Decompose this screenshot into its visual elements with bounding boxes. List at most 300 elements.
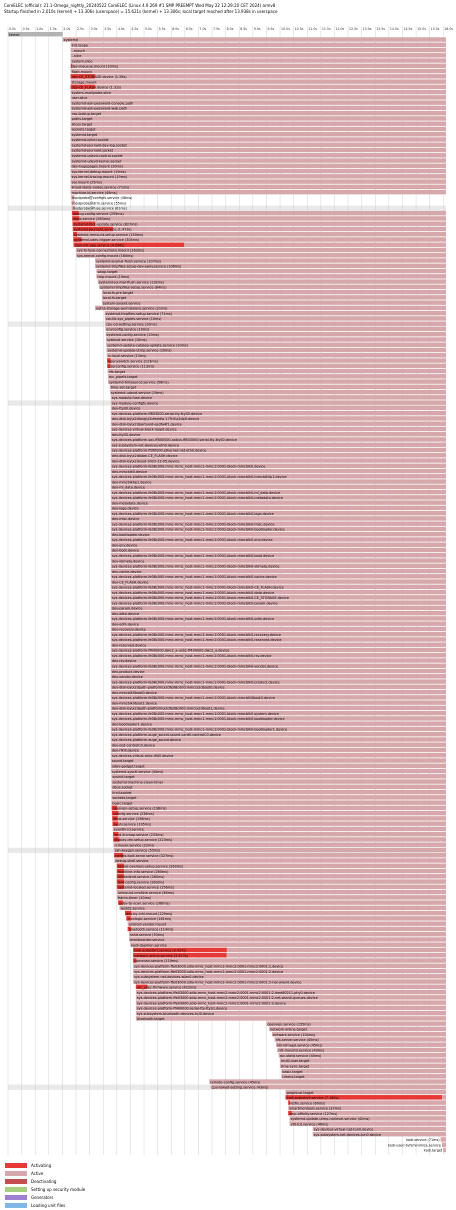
unit-label: modprobe@configfs.service (48ms) xyxy=(72,196,133,201)
legend-item xyxy=(5,1186,85,1193)
unit-label: systemd-tmpfiles-setup.service (71ms) xyxy=(105,311,172,316)
unit-label: systemd-update-catalog-update.service (10ms) xyxy=(107,343,189,348)
unit-label: systemd-journald-dev-log.socket xyxy=(71,143,127,148)
unit-label: sys-devices-platform-fe08c000.mmc-mmc_host-mmc1-mmc1:0001-block-mmcblk0-boot.device xyxy=(111,553,275,558)
unit-label: dev-snd-controlC0.device xyxy=(111,743,156,748)
unit-label: machine-info.service (260ms) xyxy=(117,869,169,874)
unit-label: sys-devices-platform-ff400000.serial-tty-ttyS1.device xyxy=(136,1006,228,1011)
legend-item xyxy=(5,1170,85,1177)
timeline-bar xyxy=(71,137,446,141)
timeline-bar xyxy=(111,406,446,410)
unit-label: multi-user.target xyxy=(281,1059,310,1064)
unit-label: cpu-iowait-setting.service (43ms) xyxy=(211,1085,269,1090)
unit-label: usercfg.service (236ms) xyxy=(112,811,154,816)
x-tick-label: 1.5s xyxy=(49,27,57,31)
unit-label: dev-mmcblk0.device xyxy=(111,469,148,474)
unit-label: sys-fs-fuse-connections.mount (163ms) xyxy=(77,248,145,253)
timeline-bar xyxy=(111,785,446,789)
unit-label: lircd-lircmap.service (203ms) xyxy=(114,832,164,837)
unit-label: swap.target xyxy=(97,269,118,274)
unit-label: openvpn-setup.service (198ms) xyxy=(112,806,167,811)
unit-label: sys-devices-platform-ffe03000.sdio-mmc_host-mmc2-mmc2:0001-mmc2:0001:2-ieee80211-phy0.device xyxy=(136,990,315,995)
timeline-bar xyxy=(71,43,446,47)
unit-label: sys-devices-platform-ffe03000.sdio-mmc_host-mmc2-mmc2:0001-mmc2:0001:2-net-wlan0.device xyxy=(134,980,302,985)
x-tick-label: 5.5s xyxy=(158,27,166,31)
x-tick-label: 6.0s xyxy=(172,27,179,31)
unit-label: wsdd2.service xyxy=(120,906,145,911)
unit-label: sys-devices-platform-fe08c000.mmc-mmc_host-mmc1-mmc1:0001-block-mmcblk0.device xyxy=(111,464,266,469)
unit-label: flash.mount xyxy=(71,69,92,74)
unit-label: dev-param.device xyxy=(111,606,143,611)
x-tick-label: 14.0s xyxy=(389,27,399,31)
unit-label: systemd-udev-trigger.service (304ms) xyxy=(74,238,140,243)
unit-label: sys-module-configfs.device xyxy=(111,401,159,406)
timeline-bar xyxy=(125,911,446,915)
unit-label: paths.target xyxy=(71,117,93,122)
unit-label: envconfig.service (10ms) xyxy=(106,327,150,332)
timeline-bar xyxy=(72,211,446,215)
timeline-bar xyxy=(126,916,446,920)
unit-label: sound.target xyxy=(111,759,134,764)
timeline-bar xyxy=(281,1074,446,1078)
unit-label: rpc_pipefs.target xyxy=(108,375,138,380)
unit-label: sys-devices-platform-ffe03000.sdio-mmc_host-mmc2-mmc2:0001-mmc2:0001:3.device xyxy=(136,1001,286,1006)
unit-label: udev-gadget.target xyxy=(111,764,145,769)
timeline-bar xyxy=(111,627,446,631)
unit-label: dev-mmcblk0boot0.device xyxy=(111,690,157,695)
unit-label: var-lib-sys_pipefs.service (10ms) xyxy=(105,317,162,322)
unit-label: sys-devices-platform-fe08c000.mmc-mmc_host-mmc1-mmc1:0001-block-mmcblk0-odm.device xyxy=(111,617,275,622)
x-tick-label: 9.0s xyxy=(253,27,261,31)
timeline-bar xyxy=(102,300,446,304)
timeline-bar xyxy=(111,569,446,573)
timeline-bar xyxy=(71,64,446,68)
x-tick-label: 11.0s xyxy=(308,27,318,31)
legend-item xyxy=(5,1178,85,1185)
x-tick-label: 8.0s xyxy=(226,27,234,31)
timeline-bar xyxy=(111,790,446,794)
unit-label: dbus.socket xyxy=(112,785,133,790)
unit-label: kodi-autostart.service (7.180s) xyxy=(286,1096,339,1101)
timeline-bar xyxy=(107,353,446,357)
legend-swatch xyxy=(5,1195,27,1200)
legend-label: Setting up security module xyxy=(31,1187,86,1192)
unit-label: dev-hugepages.mount (20ms) xyxy=(71,164,123,169)
unit-label: sys-devices-platform-fe08c000.mmc-mmc_host-mmc1-mmc1:0001-block-mmcblk0-cache.device xyxy=(111,575,277,580)
unit-label: mediacenter.service xyxy=(130,938,165,943)
timeline-bar xyxy=(71,148,446,152)
unit-label: debug-config.service (259ms) xyxy=(72,211,124,216)
timeline-bar xyxy=(111,674,446,678)
timeline-bar xyxy=(71,190,446,194)
unit-label: dev-by-inhl-mount (229ms) xyxy=(125,911,173,916)
unit-label: rc-local.service (10ms) xyxy=(107,354,147,359)
unit-label: netns-storage-permissions.service (21ms) xyxy=(96,306,168,311)
unit-label: cpu-cd-setting.service (10ms) xyxy=(106,322,157,327)
unit-label: sys-devices-platform-fe08c000.mmc-mmc_host-mmc1-mmc1:0001-block-mmcblk0-logo.device xyxy=(111,511,274,516)
timeline-bar xyxy=(281,1069,446,1073)
unit-label: dev-recovery.device xyxy=(111,627,146,632)
timeline-bar xyxy=(71,74,446,78)
timeline-bar xyxy=(71,85,446,89)
unit-label: systemd-udevd-kernel.socket xyxy=(71,159,122,164)
unit-label: systemd-sysctl.service (44ms) xyxy=(111,769,164,774)
timeline-bar xyxy=(72,216,446,220)
timeline-bar xyxy=(71,69,446,73)
unit-label: local-fs-pre.target xyxy=(102,290,134,295)
unit-label: sys-devices-platform-fe08c000.mmc-mmc_host-mmc1-mmc1:0001-block-mmcblk0-ml_data.device xyxy=(111,490,281,495)
timeline-bar xyxy=(111,606,446,610)
unit-label: kmod-static-nodes.service (71ms) xyxy=(71,185,130,190)
unit-label: systemd-initctl.socket xyxy=(71,138,109,143)
unit-label: sys-devices-platform-fe08c000.mmc-mmc_host-mmc1-mmc1:0001-block-mmcblk0-bootloader.device xyxy=(111,717,285,722)
timeline-bar xyxy=(111,721,446,725)
unit-label: entware.service (104ms) xyxy=(272,1032,316,1037)
unit-label: dev-ttyS0.device xyxy=(111,432,141,437)
timeline-bar xyxy=(114,848,446,852)
timeline-bar xyxy=(112,816,446,820)
unit-label: systemd-journald.service (1.473s) xyxy=(73,227,132,232)
timeline-bar xyxy=(111,669,446,673)
x-tick-label: 12.0s xyxy=(335,27,345,31)
unit-label: sys-devices-platform-fe08c000.mmc-mmc_host-mmc1-mmc1:0001-block-mmcblk0-CE_STORAGE.device xyxy=(111,596,289,601)
unit-label: mc_vdec.firmware.service (422ms) xyxy=(136,985,197,990)
unit-label: sys-devices-platform-fe08c000.mmc-mmc_host-mmc1-mmc1:0001-block-mmcblk0-product.device xyxy=(111,680,280,685)
unit-label: mali-init-opp.service (4.056s) xyxy=(74,243,125,248)
timeline-bar xyxy=(111,532,446,536)
timeline-bar xyxy=(129,937,446,941)
unit-label: smp-affinity.service (127ms) xyxy=(289,1111,338,1116)
x-tick-label: 7.0s xyxy=(199,27,207,31)
timeline-bar xyxy=(71,116,446,120)
timeline-bar xyxy=(71,143,446,147)
unit-label: sys-kernel-debug.mount (19ms) xyxy=(71,169,126,174)
unit-label: avahi.service (195ms) xyxy=(113,822,152,827)
timeline-bar xyxy=(111,479,446,483)
legend-swatch xyxy=(5,1163,27,1168)
unit-label: sys-devices-platform-fe08c000.mmc-mmc_host-mmc1-mmc1:0001-block-mmcblk0-data.device xyxy=(111,590,275,595)
unit-label: connman.service (119ms) xyxy=(134,959,179,964)
timeline-bar xyxy=(96,269,446,273)
unit-label: openvpn.service (155ms) xyxy=(267,1022,311,1027)
timeline-bar xyxy=(111,758,446,762)
x-tick-label: 0.0s xyxy=(9,27,16,31)
x-tick-label: 1.0s xyxy=(36,27,43,31)
unit-label: dev-boot.device xyxy=(111,548,140,553)
unit-label: unmount-cmdline.service (46ms) xyxy=(117,890,175,895)
unit-label: ssh-keygen.service (55ms) xyxy=(114,848,161,853)
unit-label: system-sysext.service xyxy=(102,301,141,306)
timeline-bar xyxy=(111,543,446,547)
unit-label: dev-mqueue.mount (10ms) xyxy=(71,64,119,69)
unit-label: bluetooth.target xyxy=(136,1017,165,1022)
unit-label: userconfig.service (113ms) xyxy=(108,364,155,369)
unit-label: dev-vendor.device xyxy=(111,675,143,680)
unit-label: bluetooth.service (114ms) xyxy=(128,927,174,932)
timeline-bar xyxy=(130,942,446,946)
legend-swatch xyxy=(5,1171,27,1176)
unit-label: sys-devices-platform-ffe03000.sdio-mmc_host-mmc2-mmc2:0001-mmc2:0001:2.device xyxy=(134,969,284,974)
timeline-bar xyxy=(114,842,446,846)
unit-label: systemd-localed.service (256ms) xyxy=(117,885,175,890)
unit-label: syslocal.service (10ms) xyxy=(106,338,147,343)
timeline-bar xyxy=(128,921,446,925)
unit-label: lircd.socket xyxy=(112,790,132,795)
timeline-bar xyxy=(108,374,446,378)
unit-label: sys-kernel-config.mount (160ms) xyxy=(77,254,134,259)
unit-label: tmp.mount (10ms) xyxy=(97,275,130,280)
x-tick-label: 5.0s xyxy=(145,27,152,31)
unit-label: nss-lookup.target xyxy=(71,111,102,116)
unit-label: sys-devices-virtual-block-loop0.device xyxy=(111,427,177,432)
unit-label: sys-subsystem-net-devices-tun0.device xyxy=(313,1132,381,1137)
unit-label: dev-CE_FLASH.device xyxy=(111,580,149,585)
unit-label: sys-subsystem-bluetooth-devices-hci0.device xyxy=(136,1011,215,1016)
unit-label: dev-disk-by\x2dpartuuid-ea3fa4f1.device xyxy=(111,422,182,427)
x-tick-label: 15.0s xyxy=(417,27,426,31)
unit-label: dev-rsv.device xyxy=(111,659,137,664)
unit-label: dvd-config.service (263ms) xyxy=(117,880,165,885)
unit-label: sys-subsystem-net-devices-eth0.device xyxy=(111,443,180,448)
unit-label: dev-disk-by\x2dlong\x2dmedia-179:0\x2dp0.device xyxy=(111,417,200,422)
x-tick-label: 11.5s xyxy=(321,27,331,31)
unit-label: sys-devices-platform-fe08c000.mmc-mmc_host-mmc1-mmc1:0001-block-mmcblk0-bootloader.device xyxy=(111,527,285,532)
timeline-bar xyxy=(112,811,446,815)
timeline-bar xyxy=(111,485,446,489)
unit-label: sys-devices-platform-fe08c000.mmc-mmc_host-mmc1-mmc1:0001-block-mmcblk0-system.device xyxy=(111,711,279,716)
unit-label: time-set.target xyxy=(110,385,137,390)
unit-label: sys-devices-platform-fe08c000.mmc-mmc_host-mmc1-mmc1:0001-block-mmcblk0-bootloader1.device xyxy=(111,727,288,732)
unit-label: display-dm-setup.service (223ms) xyxy=(114,838,173,843)
unit-label: dev-mmcblk0p1.device xyxy=(111,480,152,485)
x-tick-label: 13.5s xyxy=(376,27,386,31)
unit-label: cronlogic.service (161ms) xyxy=(127,917,172,922)
unit-label: sys-devices-platform-fe08c000.mmc-mmc_host-mmc1-mmc1:0001-block-mmcblk0-vendor.device xyxy=(111,664,279,669)
x-tick-label: 14.5s xyxy=(403,27,413,31)
unit-label: sys-devices-platform-fe08c000.mmc-mmc_host-mmc1-mmc1:0001-block-mmcblk0-CE_FLASH.device xyxy=(111,585,284,590)
timeline-bar xyxy=(102,295,446,299)
unit-label: timers.target xyxy=(282,1075,305,1080)
unit-label: nfs-idmapd.service (45ms) xyxy=(276,1043,323,1048)
timeline-bar xyxy=(71,132,446,136)
unit-label: storage.mount xyxy=(71,80,97,85)
timeline-bar xyxy=(71,164,446,168)
unit-label: sys-devices-platform-fe08c000.mmc-mmc_host-mmc1-mmc1:0001-block-mmcblk0boot0.device xyxy=(111,696,276,701)
timeline-bar xyxy=(111,432,446,436)
unit-label: slices.target xyxy=(71,122,93,127)
unit-label: smartmontools.service (37ms) xyxy=(289,1106,342,1111)
unit-label: tvheadend.service (260ms) xyxy=(117,875,165,880)
unit-label: sys-subsystem-net-devices-wlan0.device xyxy=(134,975,204,980)
unit-label: sys-devices-virtual-net-tun0.device xyxy=(313,1127,374,1132)
unit-label: systemd-machine-clean-timer xyxy=(112,780,164,785)
legend-label: Deactivating xyxy=(31,1179,57,1184)
unit-label: sys-devices-platform-fe08c000.mmc-mmc_host-mmc1-mmc1:0001-block-mmcblk0-recovery.device xyxy=(111,632,281,637)
unit-label: -.mount xyxy=(71,48,85,53)
x-tick-label: 4.0s xyxy=(117,27,125,31)
timeline-bar xyxy=(114,858,446,862)
unit-label: modprobe@fuse.service (61ms) xyxy=(72,206,127,211)
x-tick-label: 6.5s xyxy=(185,27,193,31)
x-tick-label: 2.5s xyxy=(77,27,84,31)
unit-label: sys-devices-platform-ff400000.dwc2_a-usb1-ff400000.dwc2_a.device xyxy=(111,648,230,653)
unit-label: sys-kernel-tracing.mount (19ms) xyxy=(71,175,128,180)
unit-label: sys-devices-platform-fe08c000.mmc-mmc_host-mmc1-mmc1:0001-block-mmcblk0-metadata.device xyxy=(111,496,284,501)
legend-label: Activating xyxy=(31,1163,52,1168)
timeline-bar xyxy=(128,927,446,931)
unit-label: sys-devices-virtual-misc-rfkill.device xyxy=(111,753,174,758)
timeline-bar xyxy=(111,795,446,799)
unit-label: sys-devices-platform-ffe03000.sdio-mmc_host-mmc2-mmc2:0001-mmc2:0001:1.device xyxy=(134,964,284,969)
unit-label: dev-bootloader1.device xyxy=(111,722,152,727)
timeline-bar xyxy=(117,874,446,878)
unit-label: dev-disk-by\x2dpath-platform\x2dfe08c000.mmc\x2dboot1.device xyxy=(111,706,225,711)
x-tick-label: 8.5s xyxy=(240,27,247,31)
unit-label: sys-devices-platform-fe08c000.mmc-mmc_host-mmc1-mmc1:0001-block-mmcblk0-vbmeta.device xyxy=(111,564,280,569)
legend-item xyxy=(5,1202,85,1209)
legend-swatch xyxy=(5,1179,27,1184)
x-tick-label: 0.5s xyxy=(22,27,30,31)
timeline-bar xyxy=(112,821,446,825)
unit-label: nfs.target xyxy=(108,369,126,374)
unit-label: dev-rfkill.device xyxy=(111,748,139,753)
timeline-bar xyxy=(111,611,446,615)
unit-label: udev-to-scan.service (166ms) xyxy=(119,901,170,906)
unit-label: sys-devices-platform-ffe03000.sdio-mmc_host-mmc2-mmc2:0001-mmc2:0001:2-net-wlan0-queues.device xyxy=(136,996,318,1001)
unit-label: kernel-overlays-setup.service (263ms) xyxy=(117,864,184,869)
unit-label: dbus.service (198ms) xyxy=(113,817,150,822)
unit-label: dev-disk-by\x2duuid-2022-12-05.device xyxy=(111,459,180,464)
unit-label: sys-devices-platform-auge_sound-sound-card0-controlC0.device xyxy=(111,732,221,737)
unit-label: kodi-autostart.service (3.437s) xyxy=(134,948,187,953)
unit-label: dev-product.device xyxy=(111,669,145,674)
unit-label: rpc-statd.service (45ms) xyxy=(279,1053,322,1058)
timeline-bar xyxy=(117,895,446,899)
timeline-bar xyxy=(71,169,446,173)
timeline-bar xyxy=(71,90,446,94)
unit-label: user.slice xyxy=(71,96,88,101)
unit-label: init.scope xyxy=(71,43,88,48)
legend-swatch xyxy=(5,1187,27,1192)
timeline-bar xyxy=(129,932,446,936)
timeline-bar xyxy=(71,179,446,183)
startup-summary-line: Startup finished in 2.010s (kernel) + 13.306s (userspace) = 15.621s (kernel) + 13.306s; local target reached after 13.938s in userspace xyxy=(4,9,278,14)
unit-label: sys-devices-platform-ff803000.serial-tty-ttyS0.device xyxy=(111,411,203,416)
unit-label: sockets.target xyxy=(112,796,137,801)
unit-label: dev-logo.device xyxy=(111,506,139,511)
unit-label: sockets.target xyxy=(71,127,96,132)
legend-label: Loading unit files xyxy=(31,1203,66,1208)
timeline-bar xyxy=(111,500,446,504)
unit-label: systemd-tmpfiles-setup-dev-early.service (106ms) xyxy=(96,264,182,269)
unit-label: var.mount (25ms) xyxy=(71,180,102,185)
timeline-bar xyxy=(63,37,446,41)
timeline-bar xyxy=(106,337,446,341)
unit-label: sys-devices-platform-auge_sound.device xyxy=(111,738,182,743)
unit-label: graphical.target xyxy=(286,1090,314,1095)
timeline-bar xyxy=(111,690,446,694)
timeline-bar xyxy=(111,700,446,704)
unit-label: machine-id.service (49ms) xyxy=(71,190,117,195)
timeline-bar xyxy=(111,548,446,552)
unit-label: sys-devices-platform-fe08c000.mmc-mmc_host-mmc1-mmc1:0001-block-mmcblk0-mmcblk0p1.device xyxy=(111,475,287,480)
unit-label: kodi.service (71ms) xyxy=(406,1138,440,1143)
unit-label: systemd-fsck-update.service (827ms) xyxy=(73,222,138,227)
legend-item xyxy=(5,1162,85,1169)
unit-label: systemd-udevd-control.socket xyxy=(71,154,123,159)
unit-label: sys-devices-platform-fe08c000.mmc-mmc_host-mmc1-mmc1:0001-block-mmcblk0-env.device xyxy=(111,538,273,543)
timeline-bar xyxy=(71,153,446,157)
x-tick-label: 7.5s xyxy=(213,27,220,31)
unit-label: dev-vbmeta.device xyxy=(111,559,145,564)
unit-label: fstrim.timer (10ms) xyxy=(117,896,151,901)
timeline-bar xyxy=(71,58,446,62)
x-tick-label: 4.5s xyxy=(131,27,139,31)
timeline-bar xyxy=(111,642,446,646)
timeline-bar xyxy=(111,742,446,746)
unit-label: dev-data.device xyxy=(111,611,140,616)
unit-label: debug-shell.service xyxy=(115,859,149,864)
x-tick-label: 9.5s xyxy=(267,27,275,31)
timeline-bar xyxy=(71,121,446,125)
unit-label: systemd-journal-flush.service (118ms) xyxy=(98,280,164,285)
unit-label: systemd-update-utmp-runlevel.service (42ms) xyxy=(290,1117,370,1122)
timeline-bar xyxy=(71,79,446,83)
unit-label: systemd-journald.socket xyxy=(71,148,114,153)
unit-label: dev-cache.device xyxy=(111,569,142,574)
unit-label: eventlircd.service xyxy=(113,827,144,832)
unit-label: kodi.target xyxy=(423,1148,443,1153)
unit-label: systemd-remount-setup.service (150ms) xyxy=(74,232,144,237)
unit-label: dev-CE_STORAGE.device (1.28s) xyxy=(71,75,127,80)
unit-label: sys-devices-platform-ff3f0000.ethernet-net-eth0.device xyxy=(111,448,207,453)
timeline-bar xyxy=(111,506,446,510)
unit-label: basic.target xyxy=(282,1069,303,1074)
timeline-bar xyxy=(117,879,446,883)
unit-label: rcmuser.service (22ms) xyxy=(114,843,155,848)
timeline-bar xyxy=(111,395,446,399)
unit-label: dev-misc.device xyxy=(111,517,140,522)
x-tick-label: 3.0s xyxy=(90,27,98,31)
x-tick-label: 10.0s xyxy=(281,27,290,31)
timeline-bar xyxy=(102,290,446,294)
timeline-bar xyxy=(107,358,446,362)
unit-label: dev-ml_data.device xyxy=(111,485,146,490)
unit-label: systemd.target xyxy=(71,132,98,137)
x-tick-label: 12.5s xyxy=(349,27,358,31)
unit-label: system-modprobe.slice xyxy=(71,90,112,95)
unit-label: system.slice xyxy=(71,59,93,64)
legend-label: Generators xyxy=(31,1195,54,1200)
unit-label: dev-CE_FLASH.device (1.31s) xyxy=(71,85,122,90)
x-tick-label: 10.5s xyxy=(294,27,304,31)
unit-label: dev-reserved.device xyxy=(111,643,147,648)
unit-label: kodi-daemon.service xyxy=(131,943,167,948)
unit-label: systemd-udevd.service (19ms) xyxy=(111,390,164,395)
timeline-bar xyxy=(113,827,446,831)
timeline-bar xyxy=(133,958,446,962)
unit-label: network-online.target xyxy=(270,1027,307,1032)
unit-label: systemd-timesyncd.service (56ms) xyxy=(109,380,169,385)
unit-label: sys-devices-platform-fe08c000.mmc-mmc_host-mmc1-mmc1:0001-block-mmcblk0-reserved.device xyxy=(111,638,282,643)
timeline-bar xyxy=(71,158,446,162)
unit-label: sshd.service (53ms) xyxy=(130,932,165,937)
legend-swatch xyxy=(5,1203,27,1208)
unit-label: nfs-server.service (45ms) xyxy=(275,1038,319,1043)
unit-label: android-vendor.mount xyxy=(128,922,167,927)
unit-label: nodejs-kodi-serve.service (327ms) xyxy=(115,853,174,858)
unit-label: modprobe@drm.service (55ms) xyxy=(72,201,127,206)
